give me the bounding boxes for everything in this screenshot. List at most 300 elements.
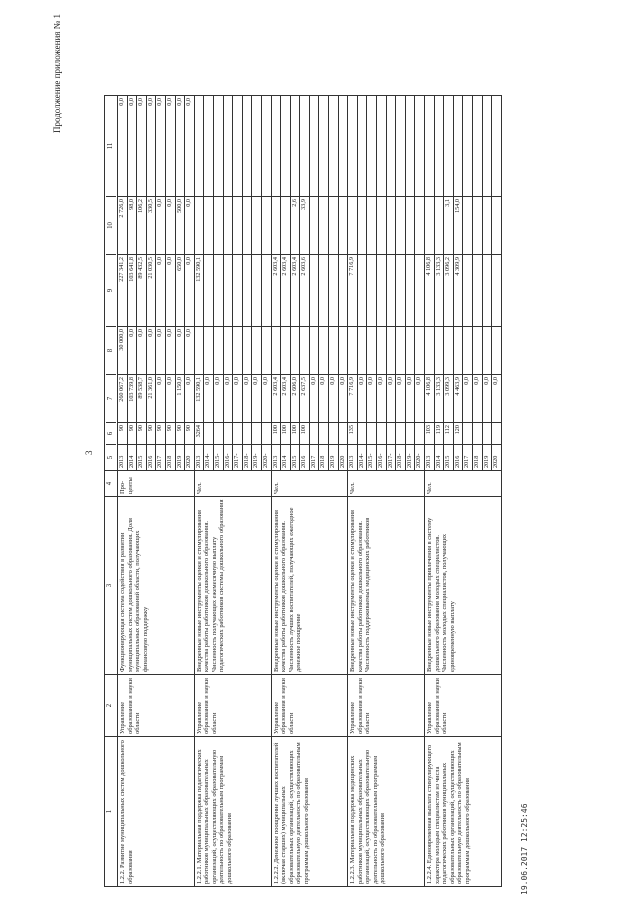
regional-cell: 2 603,4: [291, 254, 300, 326]
indicator-value-cell: [415, 422, 424, 444]
regional-cell: [319, 254, 328, 326]
extra-budget-cell: [262, 96, 271, 196]
year-row: [252, 96, 262, 470]
federal-cell: [483, 326, 492, 374]
extra-budget-cell: [319, 96, 328, 196]
municipal-cell: [367, 196, 376, 254]
total-cell: 0,0: [156, 374, 165, 422]
total-cell: 0,0: [310, 374, 319, 422]
year-row: [483, 96, 493, 470]
unit-cell: Чел.: [272, 470, 348, 496]
year-cell: 2018: [319, 444, 328, 470]
measure-name-cell: 1.2.2.1. Материальная поддержка педагогических работников муниципальных образовательных организаций, осуществляющих образовательную деятельность по образовательным программам дошкольного образования: [195, 736, 271, 886]
extra-budget-cell: [473, 96, 482, 196]
year-row: [492, 96, 501, 470]
regional-cell: 2 603,4: [281, 254, 290, 326]
year-cell: 2018-: [243, 444, 252, 470]
year-cell: 2016-: [224, 444, 233, 470]
indicator-value-cell: [377, 422, 386, 444]
extra-budget-cell: [492, 96, 501, 196]
total-cell: 0,0: [319, 374, 328, 422]
year-cell: 2019-: [406, 444, 415, 470]
year-row: [319, 96, 329, 470]
regional-cell: 227 341,2: [118, 254, 127, 326]
year-row: [185, 96, 194, 470]
unit-cell: Чел.: [195, 470, 271, 496]
indicator-value-cell: 100: [300, 422, 309, 444]
year-row: [310, 96, 320, 470]
indicator-cell: Внедренные новые инструменты привлечения в систему дошкольного образования молодых специалистов. Численность молодых специалистов, получающих единовременную выплату: [425, 496, 501, 674]
year-row: [463, 96, 473, 470]
municipal-cell: 330,5: [147, 196, 156, 254]
extra-budget-cell: [435, 96, 444, 196]
municipal-cell: [224, 196, 233, 254]
municipal-cell: 0,0: [156, 196, 165, 254]
extra-budget-cell: [243, 96, 252, 196]
measure-name-cell: 1.2.2.3. Материальная поддержка медицинских работников муниципальных образовательных организаций, осуществляющих образовательную деятельность по образовательным программам дошкольного образования: [348, 736, 424, 886]
extra-budget-cell: 0,0: [146, 98, 154, 106]
regional-cell: [387, 254, 396, 326]
year-row: [473, 96, 483, 470]
extra-budget-cell: [195, 96, 204, 196]
year-row: [272, 96, 282, 470]
federal-cell: [252, 326, 261, 374]
total-cell: 2 603,4: [281, 374, 290, 422]
program-table: [104, 95, 502, 887]
regional-cell: [252, 254, 261, 326]
extra-budget-cell: 0,0: [175, 98, 183, 106]
indicator-cell: Внедренные новые инструменты оценки и стимулирования качества работы работников дошкольного образования. Численность получающих ежемесячную выплату педагогических работников системы дошкольного образования: [195, 496, 271, 674]
regional-cell: [396, 254, 405, 326]
total-cell: 0,0: [233, 374, 242, 422]
federal-cell: [310, 326, 319, 374]
total-cell: 103 739,8: [128, 374, 137, 422]
unit-cell: Про-центы: [118, 470, 194, 496]
indicator-cell: Внедренные новые инструменты оценки и стимулирования качества работы работников дошкольного образования. Численность лучших воспитателей, получающих ежегодное денежное поощрение: [272, 496, 348, 674]
total-cell: 2 603,4: [272, 374, 281, 422]
extra-budget-cell: [406, 96, 415, 196]
year-cell: 2015: [444, 444, 453, 470]
indicator-value-cell: 100: [272, 422, 281, 444]
federal-cell: 0,0: [128, 326, 137, 374]
indicator-value-cell: 112: [444, 422, 453, 444]
extra-budget-cell: [339, 96, 348, 196]
federal-cell: [415, 326, 424, 374]
continuation-note: Продолжение приложения № 1: [52, 14, 62, 134]
year-row: [128, 96, 138, 470]
federal-cell: [454, 326, 463, 374]
year-cell: 2020: [339, 444, 348, 470]
year-cell: 2013: [348, 444, 357, 470]
total-cell: 132 590,1: [195, 374, 204, 422]
executor-cell: Управление образования и науки области: [272, 674, 348, 736]
total-cell: 0,0: [406, 374, 415, 422]
federal-cell: 30 000,0: [118, 326, 127, 374]
extra-budget-cell: 0,0: [165, 98, 173, 106]
year-cell: 2013: [118, 444, 127, 470]
total-cell: 1 150,0: [176, 374, 185, 422]
extra-budget-cell: 0,0: [185, 98, 193, 106]
regional-cell: [339, 254, 348, 326]
total-cell: 3 099,3: [444, 374, 453, 422]
municipal-cell: [233, 196, 242, 254]
indicator-value-cell: [310, 422, 319, 444]
regional-cell: 89 432,5: [137, 254, 146, 326]
year-cell: 2018: [473, 444, 482, 470]
regional-cell: [224, 254, 233, 326]
municipal-cell: [281, 196, 290, 254]
total-cell: 0,0: [329, 374, 338, 422]
year-row: [291, 96, 301, 470]
extra-budget-cell: [463, 96, 472, 196]
total-cell: 0,0: [492, 374, 501, 422]
year-cell: 2019-: [252, 444, 261, 470]
indicator-value-cell: [319, 422, 328, 444]
regional-cell: 0,0: [156, 254, 165, 326]
total-cell: 4 463,9: [454, 374, 463, 422]
table-body: [118, 96, 501, 886]
year-cell: 2020: [492, 444, 501, 470]
regional-cell: 650,0: [176, 254, 185, 326]
year-row: [396, 96, 406, 470]
federal-cell: [435, 326, 444, 374]
municipal-cell: [415, 196, 424, 254]
municipal-cell: [358, 196, 367, 254]
year-cell: 2014: [281, 444, 290, 470]
federal-cell: [262, 326, 271, 374]
year-row: [387, 96, 397, 470]
measure-name-cell: 1.2.2. Развитие муниципальных систем дошкольного образования: [118, 736, 194, 886]
indicator-value-cell: [204, 422, 213, 444]
year-breakdown: [195, 96, 271, 470]
extra-budget-cell: 0,0: [127, 98, 135, 106]
extra-budget-cell: [310, 96, 319, 196]
measure-name-cell: 1.2.2.4. Единовременная выплата стимулирующего характера молодым специалистам из числа педагогических работников муниципальных образовательных организаций, осуществляющих образовательную деятельность по образовательным программам дошкольного образования: [425, 736, 501, 886]
total-cell: 89 538,7: [137, 374, 146, 422]
federal-cell: 0,0: [185, 326, 194, 374]
total-cell: 4 106,8: [425, 374, 434, 422]
year-cell: 2018: [166, 444, 175, 470]
year-row: [444, 96, 454, 470]
municipal-cell: [425, 196, 434, 254]
indicator-value-cell: [214, 422, 223, 444]
year-cell: 2020: [185, 444, 194, 470]
municipal-cell: [377, 196, 386, 254]
indicator-value-cell: 90: [185, 422, 194, 444]
federal-cell: [329, 326, 338, 374]
year-cell: 2019: [176, 444, 185, 470]
extra-budget-cell: [329, 96, 338, 196]
year-cell: 2019: [329, 444, 338, 470]
federal-cell: [243, 326, 252, 374]
extra-budget-cell: [387, 96, 396, 196]
total-cell: 0,0: [415, 374, 424, 422]
col-header: 7: [106, 374, 116, 422]
municipal-cell: [310, 196, 319, 254]
total-cell: 0,0: [387, 374, 396, 422]
indicator-value-cell: [243, 422, 252, 444]
federal-cell: [473, 326, 482, 374]
regional-cell: [463, 254, 472, 326]
total-cell: 0,0: [377, 374, 386, 422]
executor-cell: Управление образования и науки области: [425, 674, 501, 736]
regional-cell: [483, 254, 492, 326]
executor-cell: Управление образования и науки области: [348, 674, 424, 736]
year-breakdown: [272, 96, 348, 470]
federal-cell: 0,0: [176, 326, 185, 374]
extra-budget-cell: [233, 96, 242, 196]
federal-cell: [291, 326, 300, 374]
extra-budget-cell: 0,0: [118, 98, 126, 106]
municipal-cell: [252, 196, 261, 254]
total-cell: 260 067,2: [118, 374, 127, 422]
regional-cell: 7 716,9: [348, 254, 357, 326]
federal-cell: [195, 326, 204, 374]
municipal-cell: 3,1: [444, 196, 453, 254]
regional-cell: [406, 254, 415, 326]
year-cell: 2015: [291, 444, 300, 470]
year-row: [195, 96, 205, 470]
federal-cell: [367, 326, 376, 374]
total-cell: 0,0: [396, 374, 405, 422]
year-cell: 2015-: [367, 444, 376, 470]
unit-cell: Чел.: [425, 470, 501, 496]
municipal-cell: 33,9: [300, 196, 309, 254]
extra-budget-cell: [367, 96, 376, 196]
federal-cell: 0,0: [137, 326, 146, 374]
municipal-cell: 500,0: [176, 196, 185, 254]
regional-cell: [473, 254, 482, 326]
year-cell: 2014-: [358, 444, 367, 470]
federal-cell: [224, 326, 233, 374]
year-cell: 2013: [195, 444, 204, 470]
total-cell: 3 133,3: [435, 374, 444, 422]
total-cell: 0,0: [243, 374, 252, 422]
municipal-cell: [339, 196, 348, 254]
total-cell: 0,0: [224, 374, 233, 422]
municipal-cell: [204, 196, 213, 254]
indicator-value-cell: [339, 422, 348, 444]
indicator-value-cell: [463, 422, 472, 444]
extra-budget-cell: [377, 96, 386, 196]
total-cell: 0,0: [473, 374, 482, 422]
federal-cell: [377, 326, 386, 374]
total-cell: 0,0: [166, 374, 175, 422]
regional-cell: [204, 254, 213, 326]
municipal-cell: 154,0: [454, 196, 463, 254]
year-row: [118, 96, 128, 470]
measure-name-cell: 1.2.2.2. Денежное поощрение лучших воспитателей (включая старших) муниципальных образовательных организаций, осуществляющих образовательную деятельность по образовательным программам дошкольного образования: [272, 736, 348, 886]
federal-cell: [396, 326, 405, 374]
year-cell: 2014: [435, 444, 444, 470]
year-row: [214, 96, 224, 470]
municipal-cell: 98,0: [128, 196, 137, 254]
year-cell: 2014-: [204, 444, 213, 470]
total-cell: 2 606,0: [291, 374, 300, 422]
total-cell: 0,0: [358, 374, 367, 422]
total-cell: 7 716,9: [348, 374, 357, 422]
extra-budget-cell: [300, 96, 309, 196]
year-cell: 2014: [128, 444, 137, 470]
unit-cell: Чел.: [348, 470, 424, 496]
municipal-cell: [262, 196, 271, 254]
total-cell: 0,0: [339, 374, 348, 422]
total-cell: 2 637,5: [300, 374, 309, 422]
year-row: [166, 96, 176, 470]
extra-budget-cell: [204, 96, 213, 196]
year-row: [262, 96, 271, 470]
year-cell: 2017: [463, 444, 472, 470]
indicator-value-cell: 103: [425, 422, 434, 444]
municipal-cell: 0,0: [185, 196, 194, 254]
federal-cell: [319, 326, 328, 374]
year-cell: 2017: [310, 444, 319, 470]
table-row: [272, 96, 349, 886]
municipal-cell: [406, 196, 415, 254]
indicator-value-cell: [483, 422, 492, 444]
regional-cell: 4 309,9: [454, 254, 463, 326]
municipal-cell: [483, 196, 492, 254]
year-row: [243, 96, 253, 470]
indicator-value-cell: [387, 422, 396, 444]
regional-cell: [214, 254, 223, 326]
regional-cell: [329, 254, 338, 326]
regional-cell: [492, 254, 501, 326]
indicator-value-cell: 90: [137, 422, 146, 444]
col-header: 6: [106, 422, 116, 444]
federal-cell: [204, 326, 213, 374]
municipal-cell: 2,6: [291, 196, 300, 254]
year-cell: 2016: [147, 444, 156, 470]
extra-budget-cell: 0,0: [156, 98, 164, 106]
municipal-cell: [463, 196, 472, 254]
print-timestamp: 19.06.2017 12:25:46: [520, 803, 529, 895]
indicator-value-cell: 90: [176, 422, 185, 444]
year-row: [137, 96, 147, 470]
col-header: 11: [107, 142, 114, 150]
regional-cell: 132 590,1: [195, 254, 204, 326]
regional-cell: 3 133,3: [435, 254, 444, 326]
year-cell: 2013: [272, 444, 281, 470]
year-row: [147, 96, 157, 470]
federal-cell: [406, 326, 415, 374]
municipal-cell: [272, 196, 281, 254]
table-row: [348, 96, 425, 886]
year-cell: 2016: [300, 444, 309, 470]
municipal-cell: [243, 196, 252, 254]
federal-cell: [233, 326, 242, 374]
municipal-cell: [492, 196, 501, 254]
executor-cell: Управление образования и науки области: [195, 674, 271, 736]
column-number-row: [105, 96, 118, 886]
municipal-cell: [214, 196, 223, 254]
extra-budget-cell: [444, 96, 453, 196]
year-row: [435, 96, 445, 470]
indicator-value-cell: [262, 422, 271, 444]
col-header: 9: [106, 254, 116, 326]
regional-cell: [358, 254, 367, 326]
indicator-cell: Функционирующая система содействия в развитии муниципальных систем дошкольного образования. Доля муниципальных образований области, получающих финансовую поддержку: [118, 496, 194, 674]
total-cell: 0,0: [483, 374, 492, 422]
indicator-value-cell: [473, 422, 482, 444]
indicator-value-cell: 90: [147, 422, 156, 444]
year-row: [224, 96, 234, 470]
indicator-value-cell: [224, 422, 233, 444]
municipal-cell: [329, 196, 338, 254]
federal-cell: 0,0: [147, 326, 156, 374]
federal-cell: [444, 326, 453, 374]
municipal-cell: [473, 196, 482, 254]
year-row: [233, 96, 243, 470]
regional-cell: [415, 254, 424, 326]
year-breakdown: [348, 96, 424, 470]
federal-cell: [214, 326, 223, 374]
total-cell: 0,0: [252, 374, 261, 422]
municipal-cell: [396, 196, 405, 254]
year-row: [204, 96, 214, 470]
extra-budget-cell: [415, 96, 424, 196]
year-cell: 2020-: [415, 444, 424, 470]
col-header: 2: [105, 674, 117, 736]
extra-budget-cell: [396, 96, 405, 196]
indicator-value-cell: [329, 422, 338, 444]
year-cell: 2017-: [387, 444, 396, 470]
regional-cell: 2 603,4: [272, 254, 281, 326]
extra-budget-cell: [252, 96, 261, 196]
indicator-value-cell: [252, 422, 261, 444]
year-row: [358, 96, 368, 470]
federal-cell: 0,0: [166, 326, 175, 374]
year-cell: 2013: [425, 444, 434, 470]
regional-cell: 21 030,5: [147, 254, 156, 326]
total-cell: 0,0: [463, 374, 472, 422]
year-cell: 2016: [454, 444, 463, 470]
indicator-value-cell: [358, 422, 367, 444]
year-cell: 2015-: [214, 444, 223, 470]
year-row: [339, 96, 348, 470]
regional-cell: 0,0: [166, 254, 175, 326]
indicator-value-cell: 3264: [195, 422, 204, 444]
federal-cell: [300, 326, 309, 374]
federal-cell: [425, 326, 434, 374]
indicator-value-cell: [406, 422, 415, 444]
col-header: 5: [106, 444, 116, 470]
federal-cell: 0,0: [156, 326, 165, 374]
regional-cell: 3 096,2: [444, 254, 453, 326]
year-row: [300, 96, 310, 470]
federal-cell: [339, 326, 348, 374]
col-header: 1: [105, 736, 117, 886]
total-cell: 0,0: [214, 374, 223, 422]
year-row: [425, 96, 435, 470]
regional-cell: [377, 254, 386, 326]
indicator-value-cell: [367, 422, 376, 444]
extra-budget-cell: [224, 96, 233, 196]
municipal-cell: [319, 196, 328, 254]
extra-budget-cell: [454, 96, 463, 196]
year-row: [176, 96, 186, 470]
year-row: [454, 96, 464, 470]
total-cell: 0,0: [262, 374, 271, 422]
municipal-cell: 0,0: [166, 196, 175, 254]
extra-budget-cell: [272, 96, 281, 196]
year-row: [415, 96, 424, 470]
extra-budget-cell: [348, 96, 357, 196]
table-row: [425, 96, 501, 886]
federal-cell: [348, 326, 357, 374]
table-row: [195, 96, 272, 886]
indicator-value-cell: [492, 422, 501, 444]
